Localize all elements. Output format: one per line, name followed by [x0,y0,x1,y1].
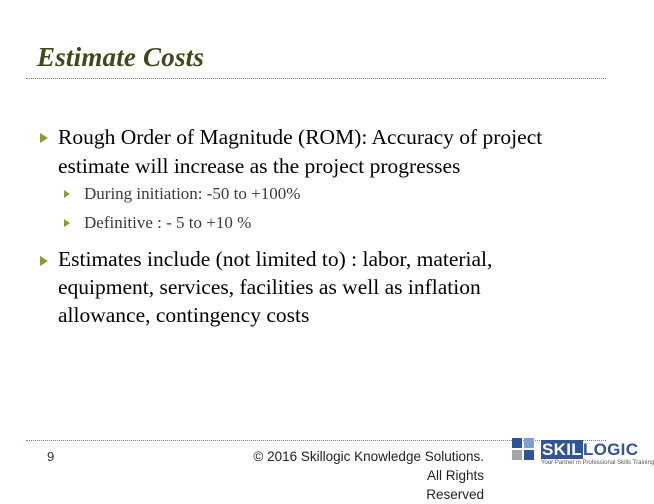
bullet-1-line-2: estimate will increase as the project progresses [58,154,461,178]
logo-square-icon [524,450,534,460]
copyright-notice [246,447,484,504]
sub-bullet-arrow-icon [64,190,70,198]
copyright-line-2: Reserved [426,487,484,502]
page-number: 9 [47,449,55,464]
logo-wordmark [541,440,638,460]
sub-bullet-2: Definitive : - 5 to +10 % [84,213,252,232]
skillogic-logo [510,434,654,472]
logo-square-icon [512,438,522,448]
copyright-line-1: © 2016 Skillogic Knowledge Solutions. All Rights [253,449,484,483]
logo-square-icon [524,438,534,448]
logo-square-icon [512,450,522,460]
bullet-2-line-2: equipment, services, facilities as well as inflation [58,275,481,299]
sub-bullet-arrow-icon [64,219,70,227]
bullet-arrow-icon [40,133,48,143]
logo-tagline: Your Partner in Professional Skills Training [541,460,654,466]
sub-bullet-1: During initiation: -50 to +100% [84,184,301,203]
title-divider [26,78,606,79]
bullet-2-line-1: Estimates include (not limited to) : labor, material, [58,247,493,271]
logo-wordmark-part1: SKIL [542,440,582,459]
bullet-2-line-3: allowance, contingency costs [58,303,310,327]
slide-title: Estimate Costs [37,42,205,72]
logo-wordmark-part2: LOGIC [582,440,639,459]
bullet-arrow-icon [40,256,48,266]
bullet-1-line-1: Rough Order of Magnitude (ROM): Accuracy of project [58,125,543,149]
